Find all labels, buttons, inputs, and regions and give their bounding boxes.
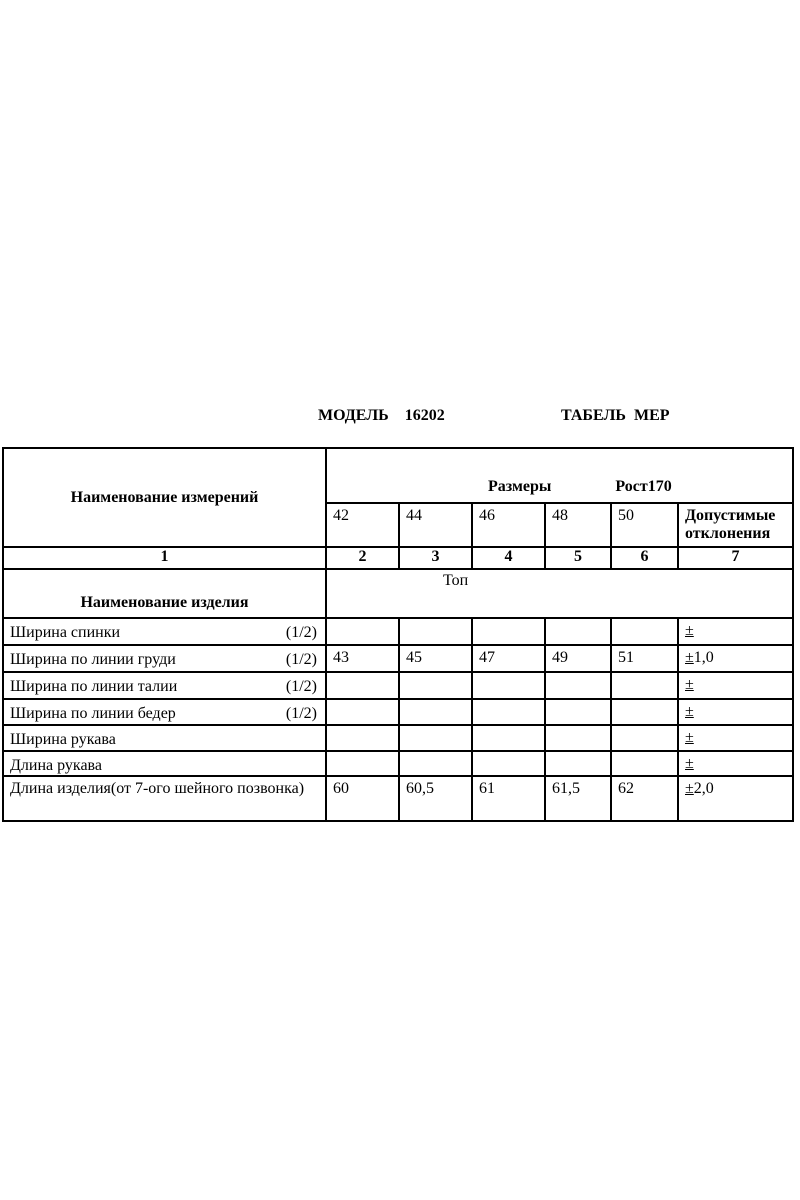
plus-minus-sign: ±: [685, 649, 694, 666]
size-col-44: 44: [399, 503, 472, 547]
row-coef: (1/2): [285, 624, 317, 641]
row-label: Длина рукава: [10, 757, 102, 774]
plus-minus-sign: ±: [685, 780, 694, 797]
table-row: [3, 751, 793, 776]
table-title: ТАБЕЛЬ МЕР: [561, 407, 670, 424]
row-label: Ширина рукава: [10, 731, 116, 748]
col-num-6: 6: [611, 547, 678, 569]
table-row: [3, 699, 793, 725]
size-col-42: 42: [326, 503, 399, 547]
table-row: [3, 618, 793, 645]
row-coef: (1/2): [285, 678, 317, 695]
table-row: Ширина по линии груди (1/2) 43 45 47 49 51 ±1,0: [3, 645, 793, 672]
plus-minus-sign: ±: [685, 755, 694, 772]
item-name-cell: [326, 569, 793, 618]
row-label: Длина изделия(от 7-ого шейного позвонка): [10, 780, 305, 797]
size-col-48: 48: [545, 503, 611, 547]
size-col-50: 50: [611, 503, 678, 547]
plus-minus-sign: ±: [685, 676, 694, 693]
col-num-4: 4: [472, 547, 545, 569]
row-label: Ширина по линии талии: [10, 678, 178, 695]
tolerance-header: Допустимые отклонения: [678, 503, 793, 547]
plus-minus-sign: ±: [685, 622, 694, 639]
table-row: Длина изделия(от 7-ого шейного позвонка) 60 60,5 61 61,5 62 ±2,0: [3, 776, 793, 821]
height-header: Рост170: [615, 478, 672, 495]
sizes-header: Размеры: [488, 478, 552, 495]
size-col-46: 46: [472, 503, 545, 547]
plus-minus-sign: ±: [685, 729, 694, 746]
row-label: Ширина спинки: [10, 624, 121, 641]
table-row: [3, 725, 793, 751]
row-coef: (1/2): [285, 651, 317, 668]
measurements-table: [2, 447, 794, 822]
col-num-5: 5: [545, 547, 611, 569]
col-num-2: 2: [326, 547, 399, 569]
item-name: Топ: [443, 572, 469, 589]
measure-name-header: Наименование измерений: [3, 448, 326, 547]
col-num-7: 7: [678, 547, 793, 569]
col-num-3: 3: [399, 547, 472, 569]
item-name-header: Наименование изделия: [3, 569, 326, 618]
column-numbers-row: [3, 547, 793, 569]
table-row: [3, 672, 793, 699]
plus-minus-sign: ±: [685, 703, 694, 720]
col-num-1: 1: [3, 547, 326, 569]
model-heading: МОДЕЛЬ 16202: [318, 407, 445, 424]
row-label: Ширина по линии бедер: [10, 705, 176, 722]
row-coef: (1/2): [285, 705, 317, 722]
row-label: Ширина по линии груди: [10, 651, 176, 668]
sizes-group-header: [326, 448, 793, 503]
